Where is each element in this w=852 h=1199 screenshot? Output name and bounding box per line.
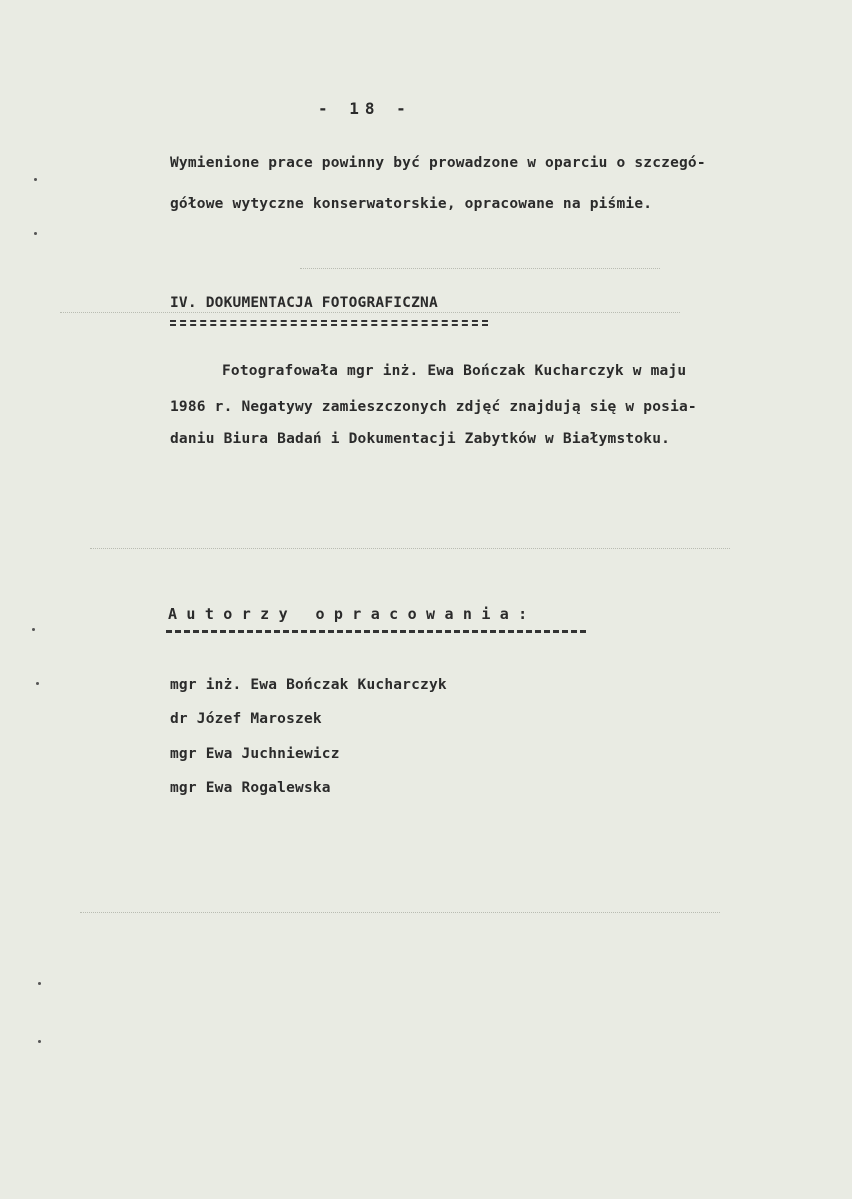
author-name: mgr Ewa Juchniewicz — [170, 746, 340, 762]
margin-mark — [38, 982, 41, 985]
margin-mark — [34, 232, 37, 235]
intro-line-1: Wymienione prace powinny być prowadzone w oparciu o szczegó- — [170, 155, 706, 171]
section-paragraph-line-1: Fotografowała mgr inż. Ewa Bończak Kucharczyk w maju — [222, 363, 687, 379]
section-paragraph-line-2: 1986 r. Negatywy zamieszczonych zdjęć znajdują się w posia- — [170, 399, 697, 415]
author-name: dr Józef Maroszek — [170, 711, 322, 727]
show-through-line — [80, 912, 720, 913]
section-heading: IV. DOKUMENTACJA FOTOGRAFICZNA — [170, 295, 438, 311]
author-name: mgr Ewa Rogalewska — [170, 780, 331, 796]
authors-underline — [166, 630, 586, 633]
margin-mark — [38, 1040, 41, 1043]
show-through-line — [60, 312, 680, 313]
page-number: - 18 - — [318, 99, 412, 118]
margin-mark — [32, 628, 35, 631]
heading-underline — [170, 320, 488, 322]
intro-line-2: gółowe wytyczne konserwatorskie, opracowane na piśmie. — [170, 196, 653, 212]
show-through-line — [300, 268, 660, 269]
margin-mark — [36, 682, 39, 685]
authors-heading: Autorzy opracowania: — [168, 605, 537, 623]
show-through-line — [90, 548, 730, 549]
margin-mark — [34, 178, 37, 181]
section-paragraph-line-3: daniu Biura Badań i Dokumentacji Zabytków w Białymstoku. — [170, 431, 671, 447]
author-name: mgr inż. Ewa Bończak Kucharczyk — [170, 677, 447, 693]
